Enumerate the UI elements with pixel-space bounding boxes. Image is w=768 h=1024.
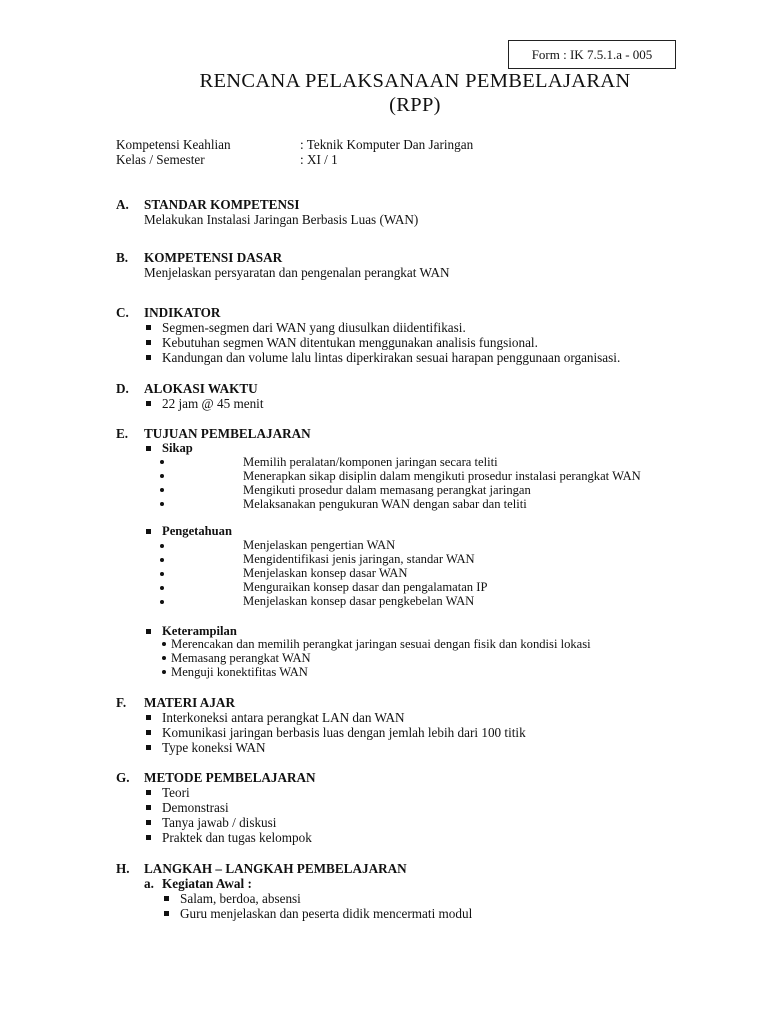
section-h-letter: H. bbox=[116, 861, 130, 876]
square-bullet-icon bbox=[146, 529, 151, 534]
section-a-text: Melakukan Instalasi Jaringan Berbasis Luas (WAN) bbox=[144, 212, 419, 227]
round-bullet-icon bbox=[160, 572, 164, 576]
metode-item: Teori bbox=[162, 785, 190, 800]
section-g-title: METODE PEMBELAJARAN bbox=[144, 770, 316, 785]
pengetahuan-label: Pengetahuan bbox=[162, 524, 232, 538]
indikator-item: Kandungan dan volume lalu lintas diperkirakan sesuai harapan penggunaan organisasi. bbox=[162, 350, 621, 365]
square-bullet-icon bbox=[164, 911, 169, 916]
round-bullet-icon bbox=[160, 600, 164, 604]
square-bullet-icon bbox=[146, 355, 151, 360]
metode-item: Demonstrasi bbox=[162, 800, 229, 815]
section-d-title: ALOKASI WAKTU bbox=[144, 381, 258, 396]
indikator-item: Kebutuhan segmen WAN ditentukan menggunakan analisis fungsional. bbox=[162, 335, 538, 350]
form-code-box bbox=[508, 40, 676, 69]
round-bullet-icon bbox=[162, 670, 166, 674]
section-c-letter: C. bbox=[116, 305, 129, 320]
materi-item: Komunikasi jaringan berbasis luas dengan jemlah lebih dari 100 titik bbox=[162, 725, 526, 740]
square-bullet-icon bbox=[146, 730, 151, 735]
keterampilan-item: Memasang perangkat WAN bbox=[171, 651, 311, 665]
section-e-letter: E. bbox=[116, 426, 129, 441]
kegiatan-awal-item: Guru menjelaskan dan peserta didik mencermati modul bbox=[180, 906, 473, 921]
kelas-value: : XI / 1 bbox=[300, 152, 338, 167]
kegiatan-awal-title: Kegiatan Awal : bbox=[162, 876, 252, 891]
section-c-title: INDIKATOR bbox=[144, 305, 221, 320]
kompetensi-value: : Teknik Komputer Dan Jaringan bbox=[300, 137, 474, 152]
section-d-letter: D. bbox=[116, 381, 129, 396]
round-bullet-icon bbox=[162, 656, 166, 660]
section-h-title: LANGKAH – LANGKAH PEMBELAJARAN bbox=[144, 861, 407, 876]
section-f-title: MATERI AJAR bbox=[144, 695, 235, 710]
round-bullet-icon bbox=[160, 558, 164, 562]
document-subtitle: (RPP) bbox=[389, 94, 441, 116]
square-bullet-icon bbox=[146, 446, 151, 451]
alokasi-item: 22 jam @ 45 menit bbox=[162, 396, 264, 411]
section-f-letter: F. bbox=[116, 695, 127, 710]
kegiatan-awal-item: Salam, berdoa, absensi bbox=[180, 891, 301, 906]
section-e-title: TUJUAN PEMBELAJARAN bbox=[144, 426, 311, 441]
materi-item: Interkoneksi antara perangkat LAN dan WAN bbox=[162, 710, 405, 725]
sikap-label: Sikap bbox=[162, 441, 193, 455]
keterampilan-item: Menguji konektifitas WAN bbox=[171, 665, 308, 679]
kelas-label: Kelas / Semester bbox=[116, 152, 205, 167]
round-bullet-icon bbox=[160, 460, 164, 464]
round-bullet-icon bbox=[160, 502, 164, 506]
sikap-item: Memilih peralatan/komponen jaringan secara teliti bbox=[243, 455, 498, 469]
round-bullet-icon bbox=[162, 642, 166, 646]
metode-item: Praktek dan tugas kelompok bbox=[162, 830, 312, 845]
section-b-text: Menjelaskan persyaratan dan pengenalan perangkat WAN bbox=[144, 265, 450, 280]
square-bullet-icon bbox=[146, 715, 151, 720]
square-bullet-icon bbox=[146, 790, 151, 795]
section-g-letter: G. bbox=[116, 770, 130, 785]
pengetahuan-item: Menjelaskan pengertian WAN bbox=[243, 538, 396, 552]
keterampilan-label: Keterampilan bbox=[162, 624, 237, 638]
kegiatan-awal-label: a. bbox=[144, 876, 154, 891]
section-a-letter: A. bbox=[116, 197, 129, 212]
keterampilan-item: Merencakan dan memilih perangkat jaringan sesuai dengan fisik dan kondisi lokasi bbox=[171, 637, 591, 651]
pengetahuan-item: Menguraikan konsep dasar dan pengalamatan IP bbox=[243, 580, 488, 594]
pengetahuan-item: Mengidentifikasi jenis jaringan, standar WAN bbox=[243, 552, 475, 566]
round-bullet-icon bbox=[160, 474, 164, 478]
pengetahuan-item: Menjelaskan konsep dasar pengkebelan WAN bbox=[243, 594, 475, 608]
sikap-item: Menerapkan sikap disiplin dalam mengikuti prosedur instalasi perangkat WAN bbox=[243, 469, 641, 483]
square-bullet-icon bbox=[146, 835, 151, 840]
square-bullet-icon bbox=[146, 401, 151, 406]
document-title: RENCANA PELAKSANAAN PEMBELAJARAN bbox=[199, 70, 631, 92]
round-bullet-icon bbox=[160, 544, 164, 548]
materi-item: Type koneksi WAN bbox=[162, 740, 266, 755]
form-code: Form : IK 7.5.1.a - 005 bbox=[531, 47, 653, 62]
square-bullet-icon bbox=[146, 325, 151, 330]
sikap-item: Melaksanakan pengukuran WAN dengan sabar dan teliti bbox=[243, 497, 527, 511]
metode-item: Tanya jawab / diskusi bbox=[162, 815, 277, 830]
square-bullet-icon bbox=[164, 896, 169, 901]
kompetensi-label: Kompetensi Keahlian bbox=[116, 137, 231, 152]
square-bullet-icon bbox=[146, 340, 151, 345]
square-bullet-icon bbox=[146, 805, 151, 810]
square-bullet-icon bbox=[146, 820, 151, 825]
section-b-letter: B. bbox=[116, 250, 129, 265]
square-bullet-icon bbox=[146, 745, 151, 750]
square-bullet-icon bbox=[146, 629, 151, 634]
indikator-item: Segmen-segmen dari WAN yang diusulkan diidentifikasi. bbox=[162, 320, 466, 335]
sikap-item: Mengikuti prosedur dalam memasang perangkat jaringan bbox=[243, 483, 531, 497]
section-b-title: KOMPETENSI DASAR bbox=[144, 250, 283, 265]
round-bullet-icon bbox=[160, 488, 164, 492]
section-a-title: STANDAR KOMPETENSI bbox=[144, 197, 300, 212]
round-bullet-icon bbox=[160, 586, 164, 590]
pengetahuan-item: Menjelaskan konsep dasar WAN bbox=[243, 566, 408, 580]
